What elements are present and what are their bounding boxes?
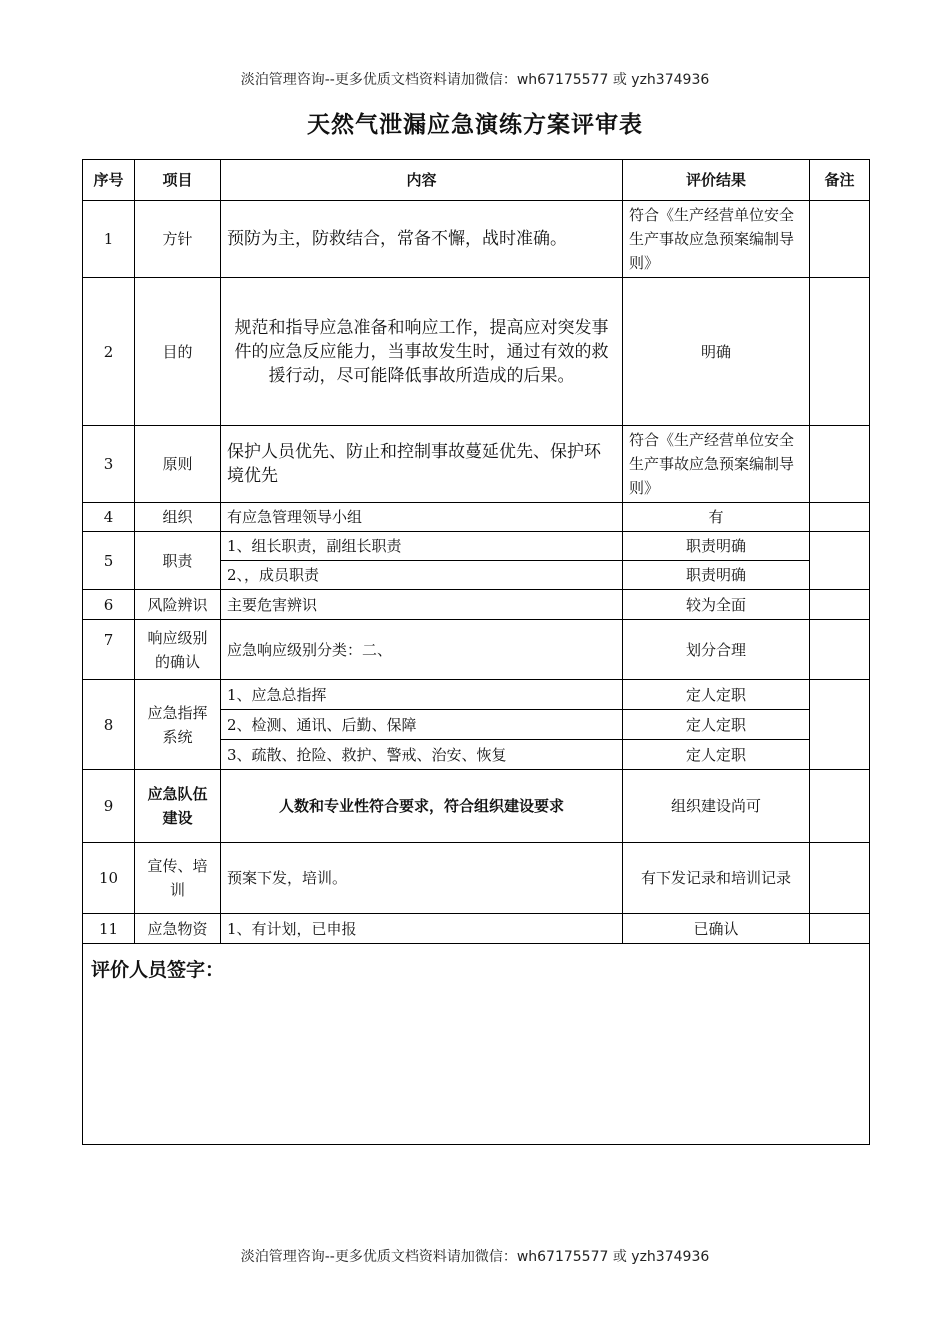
- table-row: [83, 843, 870, 914]
- row-content: 1、有计划，已申报: [221, 914, 623, 944]
- row-content: 2、检测、通讯、后勤、保障: [221, 710, 623, 740]
- row-content: 2、，成员职责: [221, 561, 623, 590]
- row-remark: [810, 843, 870, 914]
- row-item: 应急队伍建设: [135, 770, 221, 843]
- row-remark: [810, 620, 870, 680]
- table-row: [83, 620, 870, 680]
- row-item: 原则: [135, 426, 221, 503]
- table-row: [83, 426, 870, 503]
- row-item: 方针: [135, 201, 221, 278]
- row-remark: [810, 914, 870, 944]
- row-item: 应急物资: [135, 914, 221, 944]
- table-row: [83, 680, 870, 710]
- row-remark: [810, 532, 870, 590]
- row-result: 定人定职: [623, 680, 810, 710]
- row-result: 定人定职: [623, 740, 810, 770]
- header-note: 淡泊管理咨询--更多优质文档资料请加微信：wh67175577 或 yzh374936: [240, 72, 710, 88]
- row-remark: [810, 426, 870, 503]
- row-result: 符合《生产经营单位安全生产事故应急预案编制导则》: [623, 201, 810, 278]
- row-no: 6: [83, 590, 135, 620]
- row-remark: [810, 201, 870, 278]
- signature-area[interactable]: [83, 944, 870, 1145]
- row-item: 宣传、培训: [135, 843, 221, 914]
- row-item: 组织: [135, 503, 221, 532]
- row-content: 预防为主，防救结合，常备不懈，战时准确。: [221, 201, 623, 278]
- row-no: 3: [83, 426, 135, 503]
- table-row: [83, 770, 870, 843]
- table-header-row: [83, 160, 870, 201]
- row-item: 风险辨识: [135, 590, 221, 620]
- table-row: [83, 590, 870, 620]
- row-result: 划分合理: [623, 620, 810, 680]
- header-result: 评价结果: [623, 160, 810, 201]
- review-table: [82, 159, 870, 1145]
- header-no: 序号: [83, 160, 135, 201]
- row-result: 已确认: [623, 914, 810, 944]
- row-result: 较为全面: [623, 590, 810, 620]
- row-no: 9: [83, 770, 135, 843]
- row-no: 1: [83, 201, 135, 278]
- row-item: 目的: [135, 278, 221, 426]
- row-content: 保护人员优先、防止和控制事故蔓延优先、保护环境优先: [221, 426, 623, 503]
- row-result: 符合《生产经营单位安全生产事故应急预案编制导则》: [623, 426, 810, 503]
- row-content: 主要危害辨识: [221, 590, 623, 620]
- row-no: 2: [83, 278, 135, 426]
- table-row: [83, 503, 870, 532]
- row-content: 人数和专业性符合要求，符合组织建设要求: [221, 770, 623, 843]
- row-content: 1、应急总指挥: [221, 680, 623, 710]
- row-remark: [810, 590, 870, 620]
- row-remark: [810, 680, 870, 770]
- signature-row: [83, 944, 870, 1145]
- table-row: [83, 278, 870, 426]
- header-content: 内容: [221, 160, 623, 201]
- row-no: 5: [83, 532, 135, 590]
- row-content: 应急响应级别分类：二、: [221, 620, 623, 680]
- row-item: 职责: [135, 532, 221, 590]
- row-result: 职责明确: [623, 532, 810, 561]
- row-content: 有应急管理领导小组: [221, 503, 623, 532]
- row-remark: [810, 278, 870, 426]
- row-result: 有: [623, 503, 810, 532]
- row-content: 规范和指导应急准备和响应工作，提高应对突发事件的应急反应能力，当事故发生时，通过有效的救援行动，尽可能降低事故所造成的后果。: [221, 278, 623, 426]
- row-no: 7: [83, 620, 135, 680]
- row-no: 10: [83, 843, 135, 914]
- row-no: 11: [83, 914, 135, 944]
- document-title: 天然气泄漏应急演练方案评审表: [307, 112, 643, 138]
- row-content: 3、疏散、抢险、救护、警戒、治安、恢复: [221, 740, 623, 770]
- header-item: 项目: [135, 160, 221, 201]
- row-result: 有下发记录和培训记录: [623, 843, 810, 914]
- row-no: 8: [83, 680, 135, 770]
- table-row: [83, 201, 870, 278]
- row-remark: [810, 503, 870, 532]
- row-item: 响应级别的确认: [135, 620, 221, 680]
- table-row: [83, 914, 870, 944]
- header-remark: 备注: [810, 160, 870, 201]
- signature-label: 评价人员签字：: [91, 959, 225, 981]
- row-no: 4: [83, 503, 135, 532]
- footer-note: 淡泊管理咨询--更多优质文档资料请加微信：wh67175577 或 yzh374936: [240, 1249, 710, 1265]
- table-row: [83, 532, 870, 561]
- row-remark: [810, 770, 870, 843]
- row-result: 职责明确: [623, 561, 810, 590]
- row-result: 明确: [623, 278, 810, 426]
- row-content: 预案下发，培训。: [221, 843, 623, 914]
- row-item: 应急指挥系统: [135, 680, 221, 770]
- row-content: 1、组长职责，副组长职责: [221, 532, 623, 561]
- row-result: 定人定职: [623, 710, 810, 740]
- row-result: 组织建设尚可: [623, 770, 810, 843]
